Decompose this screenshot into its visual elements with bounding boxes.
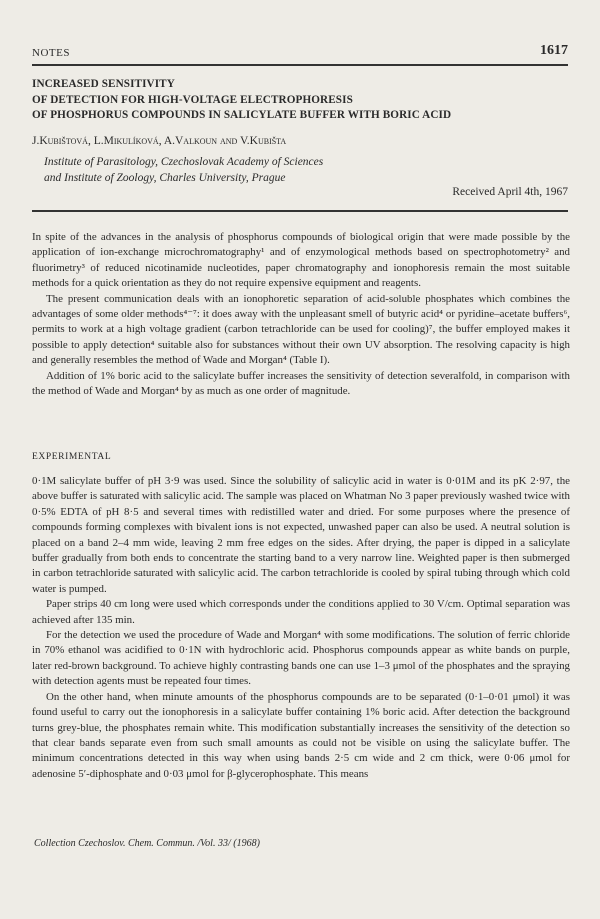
body-paragraph: On the other hand, when minute amounts of the phosphorus compounds are to be separated (0·1–0·01 μmol) it was found useful to carry out the ionophoresis in a salicylate buffer containing 1% boric acid. After detection the background turns grey-blue, the phosphates remain white. This modification substantially increases the sensitivity of the detection so that clear bands separate even from such small amounts as could not be visible on using the salicylate buffer. The minimum concentrations detected in this way when using bands 2·5 cm wide and 2 cm thick, were 0·06 μmol for adenosine 5′-diphosphate and 0·03 μmol for β-glycerophosphate. This means [32, 690, 570, 780]
body-paragraph: Paper strips 40 cm long were used which corresponds under the conditions applied to 30 V/cm. Optimal separation was achieved after 135 min. [32, 598, 570, 626]
body-paragraph: Addition of 1% boric acid to the salicylate buffer increases the sensitivity of detection severalfold, in comparison with the method of Wade and Morgan⁴ by as much as one order of magnitude. [32, 369, 570, 398]
title-line: INCREASED SENSITIVITY [32, 78, 175, 90]
body-paragraph: The present communication deals with an ionophoretic separation of acid-soluble phosphates which combines the advantages of some older methods⁴⁻⁷: it does away with the unpleasant smell of butyric acid⁴ or pyridine–acetate buffers⁶, permits to work at a high voltage gradient (carbon tetrachloride can be used for cooling)⁷, the buffer employed makes it possible to apply detection⁴ suitable also for substances without their own UV absorption. The resolving capacity is high and generally resembles the method of Wade and Morgan⁴ (Table I). [32, 292, 570, 367]
title-line: OF PHOSPHORUS COMPOUNDS IN SALICYLATE BUFFER WITH BORIC ACID [32, 109, 452, 121]
section-label: NOTES [32, 47, 70, 59]
affiliation [44, 154, 323, 186]
received-date: Received April 4th, 1967 [452, 186, 568, 198]
body-paragraph: In spite of the advances in the analysis of phosphorus compounds of biological origin that were made possible by the application of ion-exchange microchromatography¹ and of enzymological methods based on spectrophotometry² and fluorimetry³ of reduced nicotinamide nucleotides, paper chromatography and ionophoresis remain the most suitable methods for a quick orientation as they do not require expensive equipment and reagents. [32, 231, 570, 290]
section-heading: EXPERIMENTAL [32, 452, 112, 462]
journal-footer: Collection Czechoslov. Chem. Commun. /Vol. 33/ (1968) [34, 838, 260, 849]
title-block-rule [32, 210, 568, 212]
article-title [32, 77, 560, 124]
introduction [32, 230, 570, 399]
title-line: OF DETECTION FOR HIGH-VOLTAGE ELECTROPHORESIS [32, 93, 353, 106]
page-number: 1617 [540, 43, 568, 58]
affiliation-line: and Institute of Zoology, Charles University, Prague [44, 172, 286, 184]
running-header [32, 43, 568, 59]
author-list: J.Kubištová, L.Mikulíková, A.Valkoun and V.Kubišta [32, 135, 287, 147]
experimental-section [32, 474, 570, 782]
body-paragraph: For the detection we used the procedure of Wade and Morgan⁴ with some modifications. The solution of ferric chloride in 70% ethanol was acidified to 0·1N with hydrochloric acid. Phosphorus compounds appear as white bands on purple, later red-brown background. To achieve highly contrasting bands one can use 1–3 μmol of the phosphates and the spraying with detection agents must be repeated four times. [32, 629, 570, 688]
affiliation-line: Institute of Parasitology, Czechoslovak Academy of Sciences [44, 156, 324, 168]
header-rule [32, 64, 568, 66]
body-paragraph: 0·1M salicylate buffer of pH 3·9 was used. Since the solubility of salicylic acid in water is 0·01M and its pK 2·97, the above buffer is saturated with salicylic acid. The sample was placed on Whatman No 3 paper previously washed twice with 0·5% EDTA of pH 8·5 and several times with redistilled water and dried. For some purposes where the presence of compounds forming complexes with bivalent ions is not expected, unwashed paper can also be used. A neutral solution is placed on a band 2–4 mm wide, leaving 2 mm free edges on the sides. After drying, the paper is dipped in a salicylate buffer gradually from both ends to concentrate the starting band to a very narrow line. Weighted paper is then submerged in carbon tetrachloride saturated with salicylic acid. The carbon tetrachloride is cooled by spiral tubing through which cold water is pumped. [32, 475, 570, 595]
